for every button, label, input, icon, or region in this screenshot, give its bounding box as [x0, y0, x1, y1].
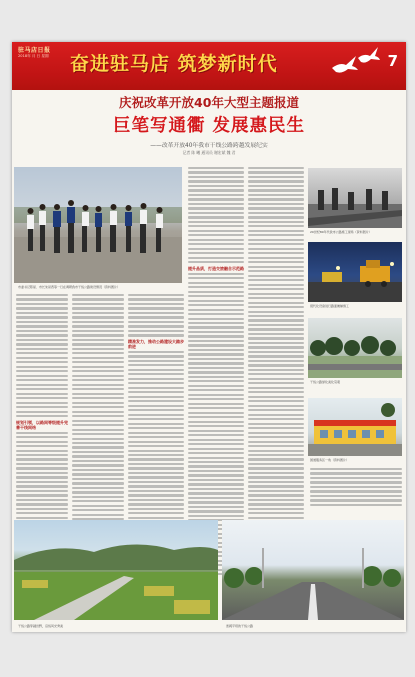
text-column-3 — [128, 294, 184, 530]
text-column-4 — [188, 167, 244, 578]
right-photo-2 — [308, 242, 402, 302]
section-head: 提升品质，打造交旅融合示范路 — [188, 265, 244, 271]
section-head: 精准发力，推动公路建设大踏步前进 — [128, 338, 184, 349]
bottom-right-caption: 宽阔平坦的干线公路 — [226, 624, 254, 628]
right-photo-4 — [308, 398, 402, 456]
main-photo-caption: 市委书记陈星、市长朱是西等一行在调研我市干线公路建设情况（资料图片） — [18, 285, 121, 289]
right-photo-3-caption: 干线公路绿化美化景观 — [310, 380, 341, 384]
masthead: 驻马店日报 — [18, 47, 51, 54]
banner-slogan: 奋进驻马店 筑梦新时代 — [70, 53, 278, 75]
text-column-6 — [310, 468, 402, 508]
issue-line: 2018年 月 日 星期 — [18, 54, 49, 58]
bottom-left-caption: 干线公路穿越田野，沿线风光秀美 — [18, 624, 64, 628]
right-photo-1 — [308, 168, 402, 228]
right-photo-2-caption: 现代化设备进行路面摊铺施工 — [310, 304, 350, 308]
main-photo — [14, 167, 182, 283]
subheadline: ——改革开放40年我市干线公路跨越发展纪实 — [150, 143, 268, 149]
headline: 巨笔写通衢 发展惠民生 — [112, 116, 306, 136]
right-photo-4-caption: 国道服务区一角（资料图片） — [310, 458, 350, 462]
text-column-2 — [72, 294, 124, 541]
page-number: 7 — [387, 52, 398, 70]
top-banner — [12, 42, 406, 90]
text-column-5 — [248, 167, 304, 521]
newspaper-page — [12, 42, 406, 632]
byline: 记者 陈 曦 通讯员 谢宏斌 魏 君 — [182, 150, 236, 155]
right-photo-3 — [308, 318, 402, 378]
section-head: 规划引领，以路网等级提升完善干线网络 — [16, 419, 68, 430]
bottom-left-photo — [14, 520, 218, 620]
dove-icon — [356, 46, 382, 66]
text-column-1 — [16, 294, 68, 544]
right-photo-1-caption: 20世纪80年代我市公路施工现场（资料图片） — [310, 230, 372, 234]
bottom-right-photo — [222, 520, 404, 620]
kicker-title: 庆祝改革开放40年大型主题报道 — [119, 95, 299, 110]
